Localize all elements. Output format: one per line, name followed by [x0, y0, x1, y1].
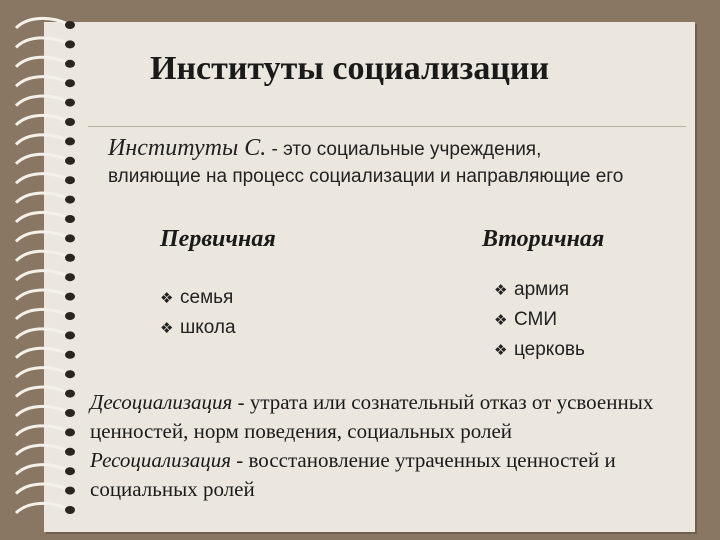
binding-ring [16, 135, 68, 145]
binding-hole [65, 118, 75, 126]
binding-hole [65, 331, 75, 339]
binding-hole [65, 196, 75, 204]
binding-hole [65, 312, 75, 320]
binding-hole [65, 21, 75, 29]
binding-ring [16, 57, 68, 67]
binding-ring [16, 465, 68, 475]
binding-hole [65, 176, 75, 184]
binding-hole [65, 390, 75, 398]
diamond-bullet-icon: ❖ [160, 289, 174, 307]
binding-hole [65, 487, 75, 495]
binding-ring [16, 96, 68, 106]
binding-hole [65, 79, 75, 87]
list-item: ❖ церковь [494, 335, 585, 365]
binding-ring [16, 18, 68, 28]
binding-ring [16, 290, 68, 300]
binding-hole [65, 254, 75, 262]
diamond-bullet-icon: ❖ [494, 311, 508, 329]
diamond-bullet-icon: ❖ [494, 341, 508, 359]
binding-hole [65, 137, 75, 145]
definition-text-2: влияющие на процесс социализации и направляющие его [108, 166, 624, 187]
resocialization-text: - восстановление утраченных ценностей и социальных ролей [90, 448, 616, 501]
binding-ring [16, 38, 68, 48]
binding-ring [16, 503, 68, 513]
binding-hole [65, 448, 75, 456]
binding-ring [16, 348, 68, 358]
binding-ring [16, 406, 68, 416]
diamond-bullet-icon: ❖ [160, 319, 174, 337]
binding-hole [65, 40, 75, 48]
binding-ring [16, 232, 68, 242]
binding-hole [65, 506, 75, 514]
binding-hole [65, 409, 75, 417]
binding-ring [16, 309, 68, 319]
binding-ring [16, 174, 68, 184]
binding-ring [16, 368, 68, 378]
binding-hole [65, 215, 75, 223]
binding-hole [65, 60, 75, 68]
binding-hole [65, 99, 75, 107]
definitions-paragraph [90, 388, 690, 504]
binding-ring [16, 154, 68, 164]
list-item: ❖ СМИ [494, 305, 585, 335]
spiral-binding-icon [10, 14, 80, 526]
title-divider [88, 126, 686, 127]
primary-heading: Первичная [160, 226, 276, 252]
binding-hole [65, 370, 75, 378]
diamond-bullet-icon: ❖ [494, 281, 508, 299]
binding-hole [65, 293, 75, 301]
secondary-list [494, 275, 585, 365]
desocialization-text: - утрата или сознательный отказ от усвоенных ценностей, норм поведения, социальных ролей [90, 390, 654, 443]
binding-ring [16, 484, 68, 494]
list-item: ❖ семья [160, 283, 236, 313]
binding-hole [65, 428, 75, 436]
binding-ring [16, 251, 68, 261]
definition-term: Институты С. [108, 135, 267, 161]
desocialization-term: Десоциализация [90, 390, 233, 414]
binding-ring [16, 445, 68, 455]
resocialization-term: Ресоциализация [90, 448, 232, 472]
binding-ring [16, 426, 68, 436]
binding-ring [16, 329, 68, 339]
binding-hole [65, 234, 75, 242]
definition-text-1: - это социальные учреждения, [266, 139, 542, 160]
secondary-heading: Вторичная [482, 226, 605, 252]
binding-hole [65, 273, 75, 281]
binding-ring [16, 387, 68, 397]
binding-ring [16, 193, 68, 203]
binding-ring [16, 115, 68, 125]
binding-ring [16, 77, 68, 87]
list-item: ❖ школа [160, 313, 236, 343]
binding-ring [16, 271, 68, 281]
binding-ring [16, 212, 68, 222]
primary-list [160, 283, 236, 343]
binding-hole [65, 467, 75, 475]
list-item: ❖ армия [494, 275, 585, 305]
binding-hole [65, 157, 75, 165]
definition [108, 132, 688, 187]
binding-hole [65, 351, 75, 359]
slide-title: Институты социализации [150, 50, 550, 87]
